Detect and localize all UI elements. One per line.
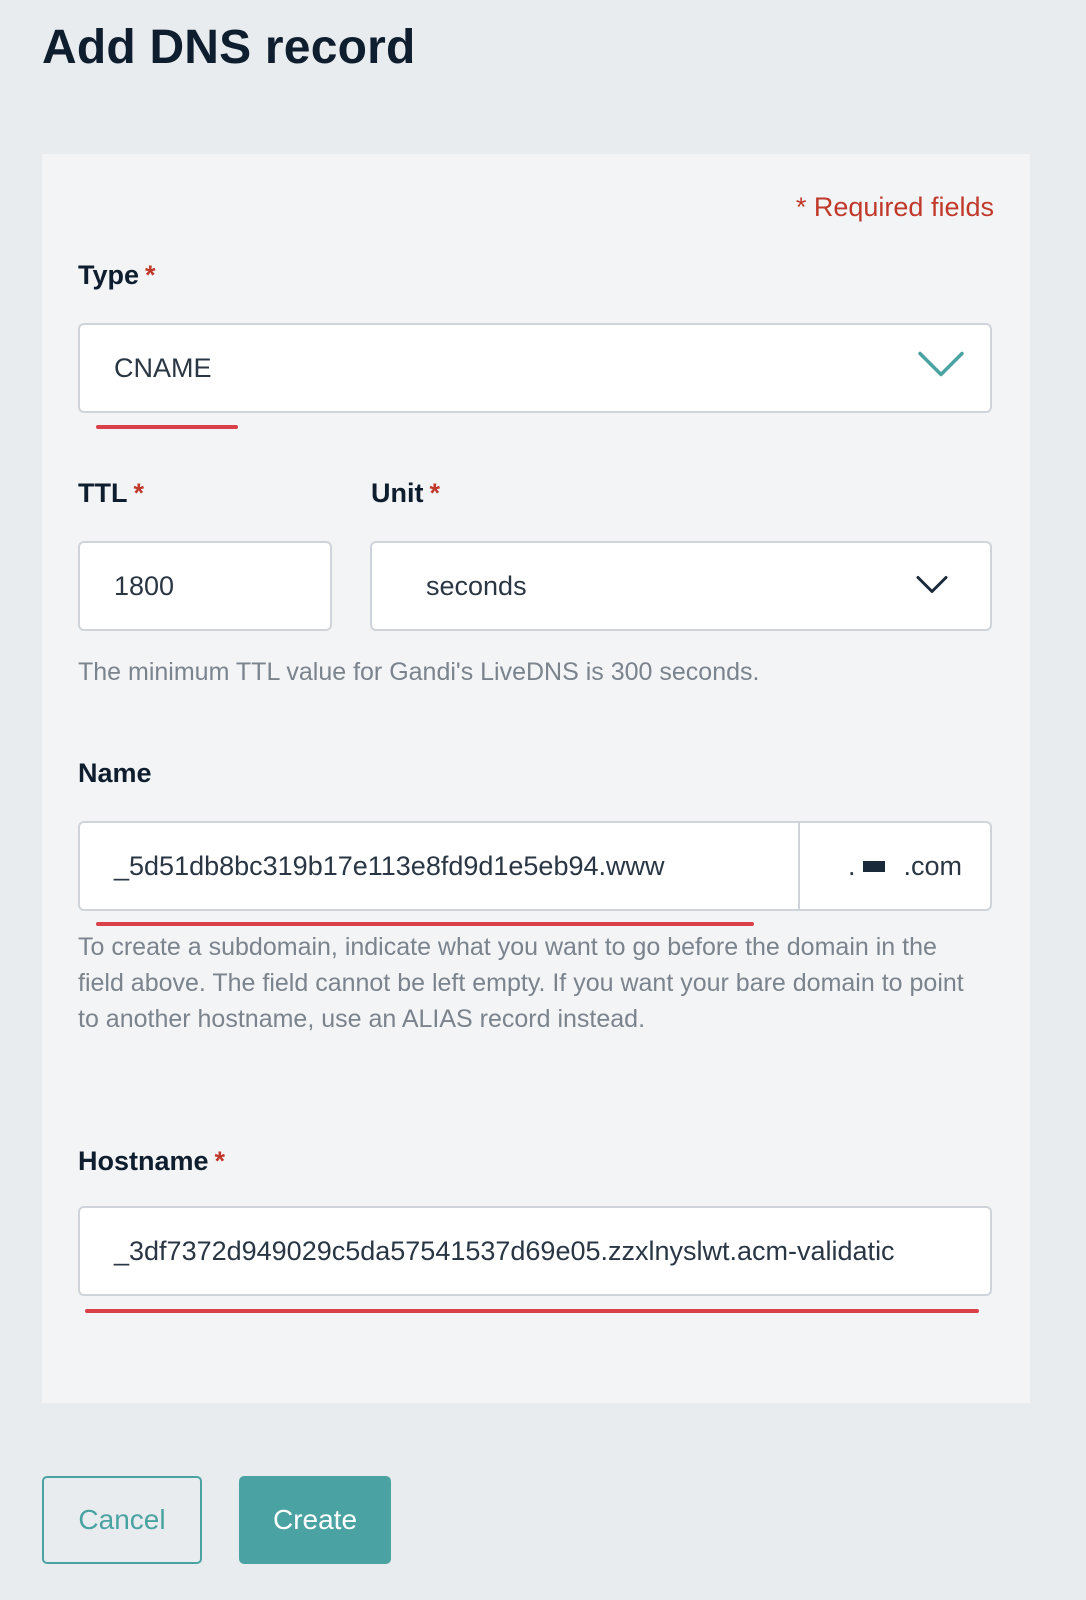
unit-label-text: Unit: [371, 478, 424, 508]
type-select-value: CNAME: [114, 352, 212, 383]
domain-dot: .: [847, 850, 856, 881]
name-label: [78, 758, 152, 789]
redacted-domain-block: [863, 861, 885, 872]
cancel-button[interactable]: Cancel: [42, 1476, 202, 1564]
ttl-input-value: 1800: [114, 570, 175, 601]
name-input-value: _5d51db8bc319b17e113e8fd9d1e5eb94.www: [114, 850, 665, 881]
unit-select[interactable]: [370, 541, 992, 631]
chevron-down-icon: [918, 351, 964, 386]
domain-tld: .com: [903, 850, 962, 881]
unit-required-mark: *: [429, 478, 440, 508]
name-help-text: To create a subdomain, indicate what you want to go before the domain in the field above. The field cannot be left empty. If you want your bare domain to point to another hostname, use an ALIAS record instead.: [78, 933, 964, 1033]
name-annotation-underline: [96, 922, 754, 926]
ttl-help-text: The minimum TTL value for Gandi's LiveDNS is 300 seconds.: [78, 658, 760, 686]
required-fields-note: * Required fields: [795, 192, 994, 222]
type-select[interactable]: [78, 323, 992, 413]
unit-select-value: seconds: [426, 570, 527, 601]
hostname-label: [78, 1146, 225, 1177]
create-button[interactable]: Create: [239, 1476, 391, 1564]
unit-label: [371, 478, 440, 509]
name-input[interactable]: [78, 821, 992, 911]
ttl-label: [78, 478, 144, 509]
ttl-label-text: TTL: [78, 478, 128, 508]
ttl-input[interactable]: [78, 541, 332, 631]
hostname-input-value: _3df7372d949029c5da57541537d69e05.zzxlnyslwt.acm-validatic: [114, 1235, 895, 1266]
chevron-down-icon: [916, 571, 948, 602]
dns-record-form: [42, 154, 1030, 1403]
hostname-required-mark: *: [214, 1146, 226, 1176]
page-title: Add DNS record: [42, 21, 416, 74]
type-label: [78, 260, 156, 291]
type-required-mark: *: [145, 260, 156, 290]
hostname-label-text: Hostname: [78, 1146, 209, 1176]
domain-suffix: [798, 823, 990, 909]
type-annotation-underline: [96, 425, 238, 429]
ttl-required-mark: *: [133, 478, 144, 508]
type-label-text: Type: [78, 260, 140, 290]
hostname-annotation-underline: [85, 1309, 979, 1313]
hostname-input[interactable]: [78, 1206, 992, 1296]
name-label-text: Name: [78, 758, 152, 788]
